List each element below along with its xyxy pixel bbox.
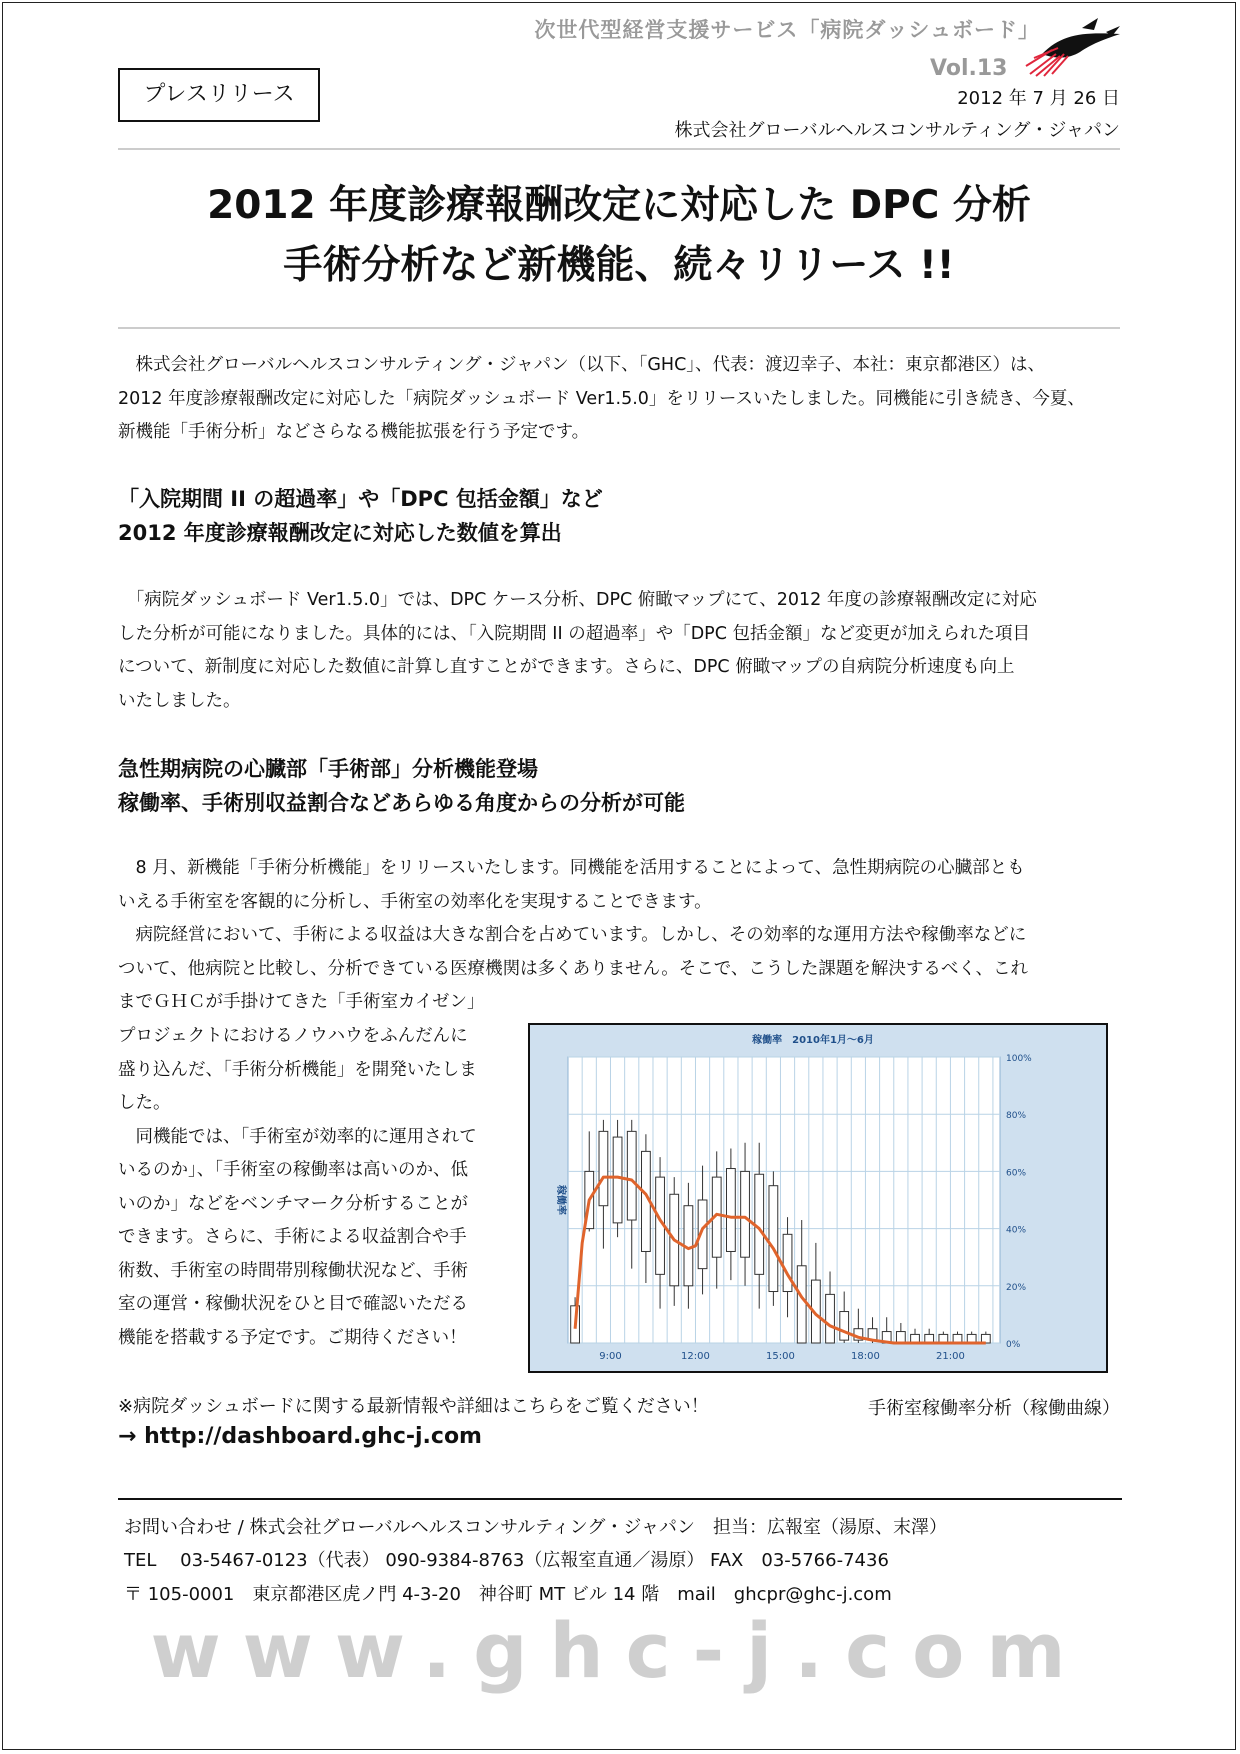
candle-body [840,1312,849,1341]
section1-heading-line: 「入院期間 II の超過率」や「DPC 包括金額」など [118,487,603,511]
contact-phone: TEL 03-5467-0123（代表） 090-9384-8763（広報室直通／湯原） FAX 03-5766-7436 [124,1550,889,1571]
candle-body [826,1294,835,1343]
section2-left-line: した。 [118,1093,171,1113]
section1-heading [118,482,603,550]
section2-left-line: 同機能では、「手術室が効率的に運用されて [118,1126,477,1147]
y-tick-label: 40% [1006,1225,1027,1236]
contact-line: お問い合わせ / 株式会社グローバルヘルスコンサルティング・ジャパン 担当：広報室（湯原、末澤） [124,1517,948,1538]
chart-title: 稼働率 2010年1月〜6月 [752,1035,874,1046]
chart-caption: 手術室稼働率分析（稼働曲線） [868,1398,1120,1419]
section2-body-left [118,1020,477,1355]
divider-title [118,327,1120,329]
section2-line: いえる手術室を客観的に分析し、手術室の効率化を実現することできます。 [118,891,712,912]
x-tick-label: 21:00 [936,1351,965,1362]
intro-line: 2012 年度診療報酬改定に対応した「病院ダッシュボード Ver1.5.0」をリリースいたしました。同機能に引き続き、今夏、 [118,388,1085,409]
intro-line: 株式会社グローバルヘルスコンサルティング・ジャパン（以下、「GHC」、代表：渡辺幸子、本社：東京都港区）は、 [118,355,1046,375]
dashboard-link[interactable]: → http://dashboard.ghc-j.com [118,1424,482,1449]
x-tick-label: 9:00 [599,1351,622,1362]
contact-address: 〒 105-0001 東京都港区虎ノ門 4-3-20 神谷町 MT ビル 14 階 mail ghcpr@ghc-j.com [124,1584,892,1605]
section2-left-line: 機能を搭載する予定です。ご期待ください！ [118,1327,467,1348]
intro-line: 新機能「手術分析」などさらなる機能拡張を行う予定です。 [118,422,590,442]
section2-left-line: いのか」などをベンチマーク分析することが [118,1193,468,1214]
main-title [118,176,1120,296]
section2-heading [118,752,685,820]
company-name: 株式会社グローバルヘルスコンサルティング・ジャパン [674,120,1120,141]
section1-line: いたしました。 [118,690,241,711]
divider-footer [118,1498,1122,1500]
info-note: ※病院ダッシュボードに関する最新情報や詳細はこちらをご覧ください！ [118,1396,709,1417]
section1-line: 「病院ダッシュボード Ver1.5.0」では、DPC ケース分析、DPC 俯瞰マップにて、2012 年度の診療報酬改定に対応 [118,590,1037,610]
section2-line: 病院経営において、手術による収益は大きな割合を占めています。しかし、その効率的な運用方法や稼働率などに [118,925,1027,945]
candle-body [896,1332,905,1343]
y-tick-label: 60% [1006,1168,1027,1179]
section2-left-line: いるのか」、「手術室の稼働率は高いのか、低 [118,1160,468,1180]
candle-body [613,1137,622,1223]
press-release-label: プレスリリース [118,68,320,122]
y-tick-label: 0% [1006,1340,1021,1350]
website-watermark: www.ghc-j.com [150,1606,1088,1695]
section2-line: までＧＨＣが手掛けてきた「手術室カイゼン」 [118,992,485,1012]
release-date: 2012 年 7 月 26 日 [957,88,1120,109]
section2-line: 8 月、新機能「手術分析機能」をリリースいたします。同機能を活用することによって、急性期病院の心臓部とも [118,858,1025,878]
section1-body [118,584,1037,718]
title-line-2: 手術分析など新機能、続々リリース !! [283,243,955,288]
service-line: 次世代型経営支援サービス「病院ダッシュボード」 [534,18,1040,42]
x-tick-label: 15:00 [766,1351,795,1362]
section2-left-line: できます。さらに、手術による収益割合や手 [118,1227,467,1247]
volume-number: Vol.13 [930,56,1008,81]
chart-canvas [530,1025,1106,1371]
section1-line: について、新制度に対応した数値に計算し直すことができます。さらに、DPC 俯瞰マップの自病院分析速度も向上 [118,657,1015,677]
section2-left-line: 盛り込んだ、「手術分析機能」を開発いたしま [118,1059,477,1080]
y-tick-label: 100% [1006,1054,1032,1064]
candle-body [599,1131,608,1205]
utilization-chart [528,1023,1108,1373]
section1-line: した分析が可能になりました。具体的には、「入院期間 II の超過率」や「DPC 包括金額」など変更が加えられた項目 [118,623,1031,644]
section2-line: ついて、他病院と比較し、分析できている医療機関は多くありません。そこで、こうした課題を解決するべく、これ [118,958,1028,979]
candle-body [783,1234,792,1291]
section2-heading-line: 稼働率、手術別収益割合などあらゆる角度からの分析が可能 [118,791,685,815]
candle-body [627,1131,636,1220]
divider-top [118,148,1120,150]
candle-body [797,1266,806,1343]
section1-heading-line: 2012 年度診療報酬改定に対応した数値を算出 [118,521,562,545]
section2-body-full [118,852,1028,1020]
section2-left-line: プロジェクトにおけるノウハウをふんだんに [118,1026,468,1046]
title-line-1: 2012 年度診療報酬改定に対応した DPC 分析 [207,183,1031,228]
section2-heading-line: 急性期病院の心臓部「手術部」分析機能登場 [118,757,538,781]
x-tick-label: 18:00 [851,1351,880,1362]
section2-left-line: 室の運営・稼働状況をひと目で確認いただる [118,1294,468,1314]
intro-paragraph [118,349,1085,450]
bird-logo-icon [1022,14,1122,78]
candle-body [726,1169,735,1252]
x-tick-label: 12:00 [681,1351,710,1362]
y-tick-label: 20% [1006,1282,1027,1293]
section2-left-line: 術数、手術室の時間帯別稼働状況など、手術 [118,1260,468,1281]
candle-body [741,1171,750,1257]
chart-y-axis-label: 稼働率 [555,1185,566,1215]
candle-body [769,1186,778,1292]
y-tick-label: 80% [1006,1111,1027,1122]
